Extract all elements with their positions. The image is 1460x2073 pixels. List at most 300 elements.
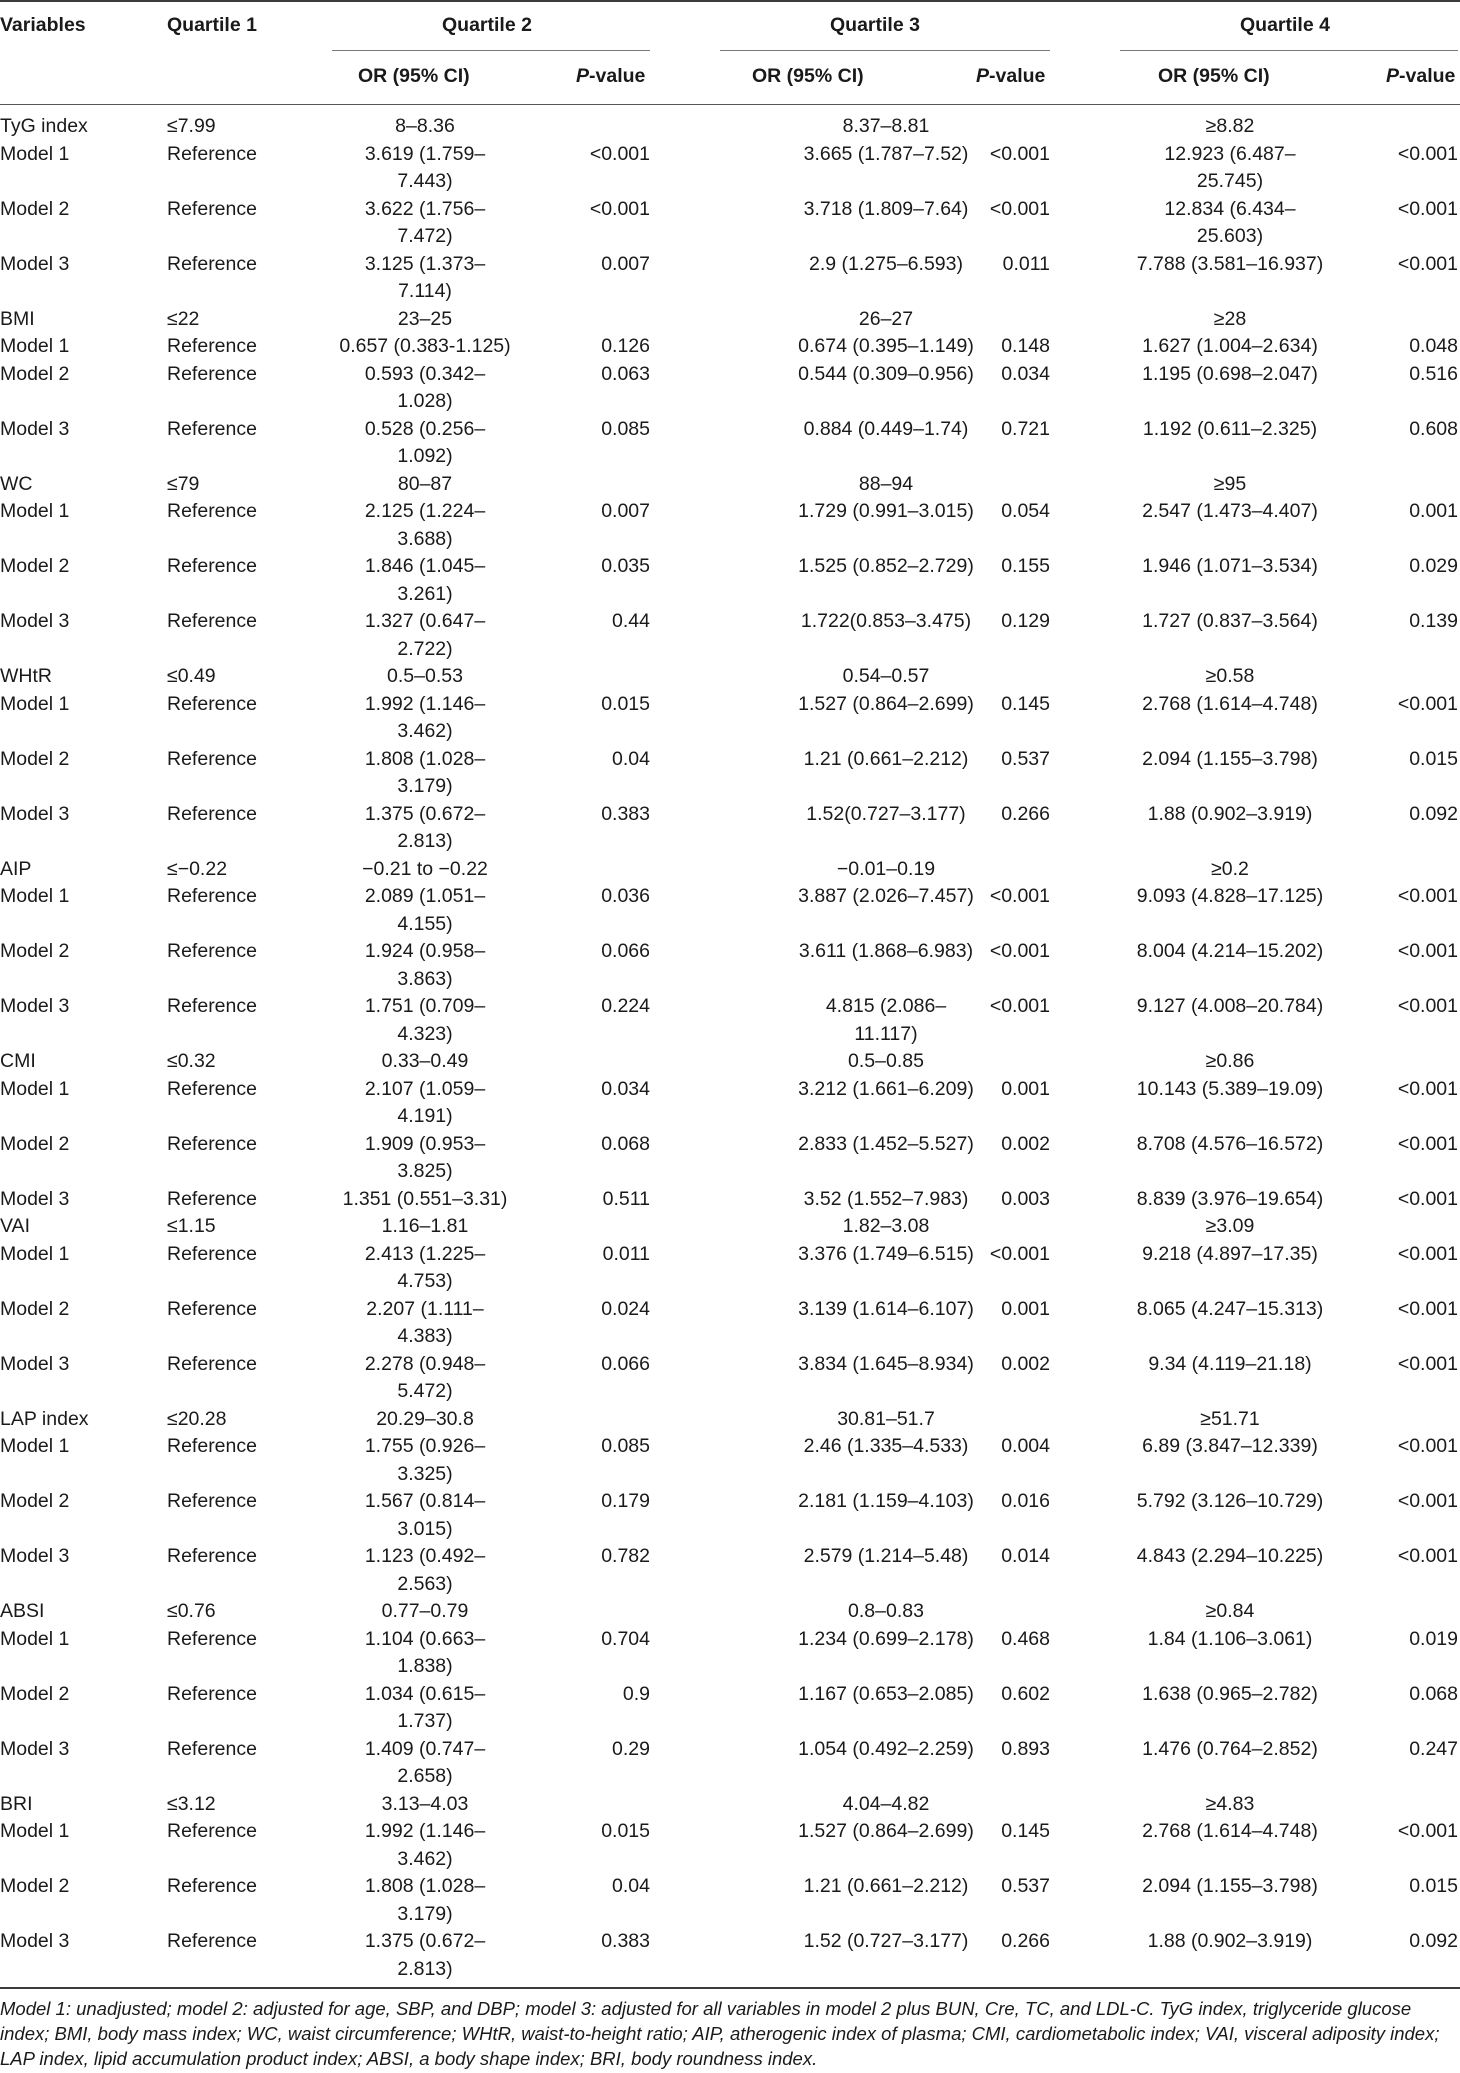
quartile-4-or-ci: 1.88 (0.902–3.919) bbox=[1147, 802, 1313, 825]
quartile-2-p-value: 0.04 bbox=[612, 747, 650, 770]
quartile-4-p-value: <0.001 bbox=[1397, 252, 1458, 275]
quartile-3-or-ci: 1.21 (0.661–2.212) bbox=[803, 1875, 969, 1897]
quartile-4-or-ci: 8.708 (4.576–16.572) bbox=[1136, 1132, 1324, 1155]
quartile-2-p-value: 0.383 bbox=[601, 802, 650, 825]
quartile-4-p-value: <0.001 bbox=[1397, 1187, 1458, 1210]
quartile-4-or-ci: 9.218 (4.897–17.35) bbox=[1142, 1242, 1318, 1265]
quartile-3-or-ci: 2.9 (1.275–6.593) bbox=[809, 252, 963, 275]
quartile-2-or-ci: 2.089 (1.051– 4.155) bbox=[364, 885, 486, 935]
quartile-1-value: Reference bbox=[167, 692, 257, 715]
quartile-3-p-value: 0.002 bbox=[1001, 1352, 1050, 1375]
quartile-4-or-ci: 2.547 (1.473–4.407) bbox=[1142, 500, 1318, 522]
quartile-1-value: ≤0.32 bbox=[167, 1050, 216, 1072]
quartile-1-value: Reference bbox=[167, 885, 257, 907]
quartile-2-p-value: 0.29 bbox=[612, 1737, 650, 1760]
quartile-2-or-ci: 1.351 (0.551–3.31) bbox=[342, 1187, 508, 1210]
quartile-3-or-ci: 2.833 (1.452–5.527) bbox=[798, 1132, 974, 1155]
quartile-2-p-value: 0.126 bbox=[601, 335, 650, 357]
quartile-4-or-ci: 2.094 (1.155–3.798) bbox=[1142, 747, 1318, 770]
header-quartile-1: Quartile 1 bbox=[167, 14, 257, 36]
row-label: Model 3 bbox=[0, 417, 70, 440]
quartile-2-p-value: 0.9 bbox=[622, 1682, 650, 1705]
quartile-2-or-ci: 1.808 (1.028– 3.179) bbox=[364, 1875, 486, 1925]
header-quartile-2: Quartile 2 bbox=[442, 14, 532, 36]
quartile-3-or-ci: 1.167 (0.653–2.085) bbox=[798, 1682, 974, 1705]
row-label: Model 2 bbox=[0, 362, 70, 385]
quartile-2-p-value: 0.036 bbox=[601, 885, 650, 907]
quartile-2-p-value: 0.007 bbox=[601, 252, 650, 275]
quartile-1-value: Reference bbox=[167, 747, 257, 770]
quartile-3-p-value: 0.602 bbox=[1001, 1682, 1050, 1705]
quartile-2-or-ci: 1.375 (0.672– 2.813) bbox=[364, 802, 486, 852]
quartile-3-or-ci: 8.37–8.81 bbox=[842, 115, 930, 137]
quartile-2-or-ci: 2.125 (1.224– 3.688) bbox=[364, 500, 486, 550]
quartile-4-or-ci: 1.946 (1.071–3.534) bbox=[1142, 555, 1318, 577]
quartile-2-p-value: 0.511 bbox=[602, 1187, 650, 1210]
quartile-4-or-ci: ≥8.82 bbox=[1205, 115, 1255, 137]
quartile-2-or-ci: 2.278 (0.948– 5.472) bbox=[364, 1352, 486, 1402]
quartile-4-p-value: 0.015 bbox=[1409, 747, 1458, 770]
quartile-2-or-ci: 1.808 (1.028– 3.179) bbox=[364, 747, 486, 797]
quartile-4-p-value: <0.001 bbox=[1397, 197, 1458, 220]
quartile-2-or-ci: 1.16–1.81 bbox=[381, 1215, 469, 1237]
row-label: CMI bbox=[0, 1050, 36, 1072]
quartile-3-p-value: <0.001 bbox=[989, 142, 1050, 165]
quartile-2-or-ci: 20.29–30.8 bbox=[376, 1407, 474, 1430]
quartile-2-p-value: 0.011 bbox=[602, 1242, 650, 1265]
quartile-3-or-ci: 3.665 (1.787–7.52) bbox=[803, 142, 969, 165]
quartile-3-or-ci: 1.729 (0.991–3.015) bbox=[798, 500, 974, 522]
quartile-3-or-ci: 0.5–0.85 bbox=[848, 1050, 924, 1072]
quartile-3-p-value: <0.001 bbox=[989, 885, 1050, 907]
header-variables: Variables bbox=[0, 14, 86, 36]
header-bottom-rule bbox=[0, 104, 1460, 105]
quartile-4-p-value: 0.001 bbox=[1409, 500, 1458, 522]
quartile-1-value: Reference bbox=[167, 1820, 257, 1842]
quartile-2-p-value: 0.085 bbox=[601, 417, 650, 440]
quartile-2-p-value: 0.034 bbox=[601, 1077, 650, 1100]
quartile-2-p-value: 0.015 bbox=[601, 1820, 650, 1842]
quartile-3-or-ci: 3.887 (2.026–7.457) bbox=[798, 885, 974, 907]
quartile-2-p-value: 0.035 bbox=[601, 555, 650, 577]
quartile-3-p-value: 0.014 bbox=[1001, 1545, 1050, 1567]
quartile-2-p-value: 0.782 bbox=[601, 1545, 650, 1567]
quartile-3-p-value: 0.016 bbox=[1001, 1490, 1050, 1512]
row-label: Model 3 bbox=[0, 252, 70, 275]
quartile-3-p-value: 0.893 bbox=[1001, 1737, 1050, 1760]
quartile-4-rule bbox=[1120, 50, 1458, 51]
quartile-2-or-ci: 1.909 (0.953– 3.825) bbox=[364, 1132, 486, 1182]
quartile-1-value: Reference bbox=[167, 500, 257, 522]
table-bottom-rule bbox=[0, 1987, 1460, 1989]
row-label: Model 1 bbox=[0, 1077, 70, 1100]
quartile-1-value: Reference bbox=[167, 1875, 257, 1897]
row-label: Model 1 bbox=[0, 500, 70, 522]
quartile-3-p-value: 0.129 bbox=[1001, 610, 1050, 632]
quartile-4-or-ci: 1.476 (0.764–2.852) bbox=[1142, 1737, 1318, 1760]
quartile-3-or-ci: 1.722(0.853–3.475) bbox=[800, 610, 972, 632]
quartile-2-p-value: 0.066 bbox=[601, 940, 650, 962]
row-label: LAP index bbox=[0, 1407, 89, 1430]
quartile-3-p-value: 0.002 bbox=[1001, 1132, 1050, 1155]
quartile-4-or-ci: 9.127 (4.008–20.784) bbox=[1136, 995, 1324, 1017]
quartile-4-or-ci: 2.768 (1.614–4.748) bbox=[1142, 1820, 1318, 1842]
quartile-1-value: ≤1.15 bbox=[167, 1215, 216, 1237]
quartile-4-p-value: <0.001 bbox=[1397, 1820, 1458, 1842]
quartile-4-p-value: <0.001 bbox=[1397, 142, 1458, 165]
row-label: Model 3 bbox=[0, 995, 70, 1017]
quartile-3-or-ci: 0.54–0.57 bbox=[842, 665, 930, 687]
quartile-4-p-value: <0.001 bbox=[1397, 1490, 1458, 1512]
row-label: Model 2 bbox=[0, 1490, 70, 1512]
row-label: AIP bbox=[0, 857, 32, 880]
quartile-4-p-value: <0.001 bbox=[1397, 940, 1458, 962]
row-label: WC bbox=[0, 472, 33, 495]
row-label: Model 1 bbox=[0, 335, 70, 357]
quartile-2-or-ci: 2.413 (1.225– 4.753) bbox=[364, 1242, 486, 1292]
quartile-3-or-ci: 0.674 (0.395–1.149) bbox=[798, 335, 974, 357]
quartile-4-p-value: 0.092 bbox=[1409, 1930, 1458, 1952]
quartile-3-or-ci: 3.611 (1.868–6.983) bbox=[798, 940, 974, 962]
quartile-2-p-value: 0.068 bbox=[601, 1132, 650, 1155]
quartile-4-p-value: <0.001 bbox=[1397, 692, 1458, 715]
quartile-2-or-ci: 0.657 (0.383-1.125) bbox=[339, 335, 511, 357]
quartile-2-or-ci: 1.992 (1.146– 3.462) bbox=[364, 1820, 486, 1870]
quartile-1-value: ≤0.49 bbox=[167, 665, 216, 687]
quartile-4-p-value: 0.247 bbox=[1409, 1737, 1458, 1760]
quartile-4-or-ci: 6.89 (3.847–12.339) bbox=[1142, 1435, 1318, 1457]
quartile-3-or-ci: 3.139 (1.614–6.107) bbox=[798, 1297, 974, 1320]
row-label: Model 2 bbox=[0, 747, 70, 770]
quartile-2-p-value: 0.007 bbox=[601, 500, 650, 522]
quartile-4-or-ci: 1.84 (1.106–3.061) bbox=[1147, 1627, 1313, 1650]
header-q4-or-ci: OR (95% CI) bbox=[1158, 65, 1270, 87]
row-label: TyG index bbox=[0, 115, 88, 137]
quartile-3-or-ci: 4.815 (2.086– 11.117) bbox=[825, 995, 947, 1045]
row-label: Model 1 bbox=[0, 692, 70, 715]
quartile-3-rule bbox=[720, 50, 1050, 51]
quartile-4-p-value: <0.001 bbox=[1397, 1077, 1458, 1100]
row-label: Model 1 bbox=[0, 142, 70, 165]
quartile-2-or-ci: 1.034 (0.615– 1.737) bbox=[364, 1682, 486, 1732]
quartile-4-or-ci: 8.004 (4.214–15.202) bbox=[1136, 940, 1324, 962]
quartile-4-or-ci: ≥95 bbox=[1213, 472, 1247, 495]
quartile-4-p-value: 0.015 bbox=[1409, 1875, 1458, 1897]
quartile-2-p-value: 0.704 bbox=[601, 1627, 650, 1650]
quartile-4-or-ci: 2.094 (1.155–3.798) bbox=[1142, 1875, 1318, 1897]
quartile-4-p-value: 0.139 bbox=[1409, 610, 1458, 632]
quartile-2-or-ci: 1.327 (0.647– 2.722) bbox=[364, 610, 486, 660]
header-quartile-3: Quartile 3 bbox=[830, 14, 920, 36]
quartile-2-or-ci: 3.13–4.03 bbox=[381, 1792, 469, 1815]
quartile-2-p-value: 0.066 bbox=[601, 1352, 650, 1375]
row-label: Model 3 bbox=[0, 1352, 70, 1375]
quartile-1-value: Reference bbox=[167, 1132, 257, 1155]
quartile-1-value: Reference bbox=[167, 1545, 257, 1567]
quartile-3-or-ci: 2.181 (1.159–4.103) bbox=[798, 1490, 974, 1512]
quartile-3-p-value: 0.011 bbox=[1002, 252, 1050, 275]
quartile-3-or-ci: 2.46 (1.335–4.533) bbox=[803, 1435, 969, 1457]
quartile-4-or-ci: 8.065 (4.247–15.313) bbox=[1136, 1297, 1324, 1320]
quartile-2-or-ci: 1.992 (1.146– 3.462) bbox=[364, 692, 486, 742]
quartile-3-or-ci: 0.884 (0.449–1.74) bbox=[803, 417, 969, 440]
quartile-2-or-ci: 80–87 bbox=[397, 472, 453, 495]
quartile-2-or-ci: 0.528 (0.256– 1.092) bbox=[364, 417, 486, 467]
row-label: Model 3 bbox=[0, 1187, 70, 1210]
quartile-1-value: Reference bbox=[167, 995, 257, 1017]
quartile-4-or-ci: ≥0.86 bbox=[1205, 1050, 1255, 1072]
quartile-1-value: Reference bbox=[167, 335, 257, 357]
quartile-2-p-value: 0.179 bbox=[601, 1490, 650, 1512]
quartile-4-or-ci: 1.195 (0.698–2.047) bbox=[1142, 362, 1318, 385]
row-label: Model 2 bbox=[0, 1682, 70, 1705]
quartile-3-or-ci: 3.52 (1.552–7.983) bbox=[803, 1187, 969, 1210]
quartile-3-or-ci: 0.8–0.83 bbox=[848, 1600, 924, 1622]
row-label: BMI bbox=[0, 307, 35, 330]
row-label: Model 1 bbox=[0, 1627, 70, 1650]
quartile-4-p-value: <0.001 bbox=[1397, 1435, 1458, 1457]
quartile-3-p-value: 0.721 bbox=[1001, 417, 1050, 440]
quartile-2-or-ci: 3.125 (1.373– 7.114) bbox=[364, 252, 486, 302]
quartile-3-p-value: <0.001 bbox=[989, 1242, 1050, 1265]
quartile-1-value: Reference bbox=[167, 252, 257, 275]
quartile-4-or-ci: ≥0.58 bbox=[1205, 665, 1255, 687]
quartile-4-p-value: <0.001 bbox=[1397, 1352, 1458, 1375]
quartile-1-value: ≤0.76 bbox=[167, 1600, 216, 1622]
quartile-3-p-value: <0.001 bbox=[989, 940, 1050, 962]
quartile-4-p-value: 0.019 bbox=[1409, 1627, 1458, 1650]
quartile-4-or-ci: ≥0.84 bbox=[1205, 1600, 1255, 1622]
quartile-4-or-ci: 1.638 (0.965–2.782) bbox=[1142, 1682, 1318, 1705]
quartile-3-p-value: 0.004 bbox=[1001, 1435, 1050, 1457]
row-label: Model 1 bbox=[0, 1242, 70, 1265]
quartile-4-p-value: 0.092 bbox=[1409, 802, 1458, 825]
quartile-1-value: Reference bbox=[167, 1627, 257, 1650]
row-label: Model 2 bbox=[0, 1297, 70, 1320]
quartile-3-p-value: <0.001 bbox=[989, 995, 1050, 1017]
quartile-4-or-ci: 2.768 (1.614–4.748) bbox=[1142, 692, 1318, 715]
quartile-2-or-ci: 1.846 (1.045– 3.261) bbox=[364, 555, 486, 605]
quartile-4-p-value: 0.029 bbox=[1409, 555, 1458, 577]
quartile-4-or-ci: ≥51.71 bbox=[1200, 1407, 1260, 1430]
quartile-3-or-ci: 26–27 bbox=[858, 307, 914, 330]
quartile-1-value: Reference bbox=[167, 142, 257, 165]
quartile-3-p-value: 0.145 bbox=[1001, 1820, 1050, 1842]
row-label: Model 3 bbox=[0, 610, 70, 632]
header-q3-or-ci: OR (95% CI) bbox=[752, 65, 864, 87]
quartile-4-p-value: <0.001 bbox=[1397, 995, 1458, 1017]
quartile-1-value: Reference bbox=[167, 1187, 257, 1210]
row-label: Model 2 bbox=[0, 1875, 70, 1897]
quartile-3-or-ci: 1.21 (0.661–2.212) bbox=[803, 747, 969, 770]
row-label: ABSI bbox=[0, 1600, 45, 1622]
quartile-3-or-ci: 0.544 (0.309–0.956) bbox=[798, 362, 974, 385]
quartile-3-p-value: 0.001 bbox=[1001, 1077, 1050, 1100]
quartile-1-value: Reference bbox=[167, 555, 257, 577]
quartile-3-p-value: 0.537 bbox=[1001, 1875, 1050, 1897]
row-label: Model 3 bbox=[0, 1545, 70, 1567]
quartile-1-value: Reference bbox=[167, 1077, 257, 1100]
quartile-3-or-ci: 1.054 (0.492–2.259) bbox=[798, 1737, 974, 1760]
quartile-4-or-ci: 5.792 (3.126–10.729) bbox=[1136, 1490, 1324, 1512]
quartile-3-or-ci: −0.01–0.19 bbox=[836, 857, 936, 880]
table-top-rule bbox=[0, 0, 1460, 2]
quartile-1-value: ≤22 bbox=[167, 307, 200, 330]
quartile-1-value: Reference bbox=[167, 197, 257, 220]
quartile-1-value: Reference bbox=[167, 610, 257, 632]
quartile-3-p-value: 0.468 bbox=[1001, 1627, 1050, 1650]
quartile-2-or-ci: 2.207 (1.111– 4.383) bbox=[366, 1297, 484, 1347]
quartile-4-or-ci: 12.923 (6.487– 25.745) bbox=[1164, 142, 1296, 192]
quartile-2-or-ci: 0.33–0.49 bbox=[381, 1050, 469, 1072]
quartile-4-or-ci: ≥3.09 bbox=[1205, 1215, 1255, 1237]
quartile-4-or-ci: ≥0.2 bbox=[1211, 857, 1249, 880]
row-label: Model 1 bbox=[0, 1820, 70, 1842]
quartile-3-p-value: 0.003 bbox=[1001, 1187, 1050, 1210]
row-label: VAI bbox=[0, 1215, 30, 1237]
quartile-1-value: Reference bbox=[167, 1682, 257, 1705]
quartile-2-or-ci: 0.77–0.79 bbox=[381, 1600, 469, 1622]
quartile-2-p-value: 0.085 bbox=[601, 1435, 650, 1457]
quartile-4-or-ci: 4.843 (2.294–10.225) bbox=[1136, 1545, 1324, 1567]
quartile-4-p-value: 0.608 bbox=[1409, 417, 1458, 440]
quartile-3-or-ci: 1.527 (0.864–2.699) bbox=[798, 1820, 974, 1842]
quartile-1-value: Reference bbox=[167, 940, 257, 962]
quartile-4-or-ci: 8.839 (3.976–19.654) bbox=[1136, 1187, 1324, 1210]
header-q3-p-value: P-value bbox=[976, 65, 1046, 87]
quartile-4-or-ci: 1.727 (0.837–3.564) bbox=[1142, 610, 1318, 632]
quartile-1-value: Reference bbox=[167, 1490, 257, 1512]
header-q2-or-ci: OR (95% CI) bbox=[358, 65, 470, 87]
table-footnote: Model 1: unadjusted; model 2: adjusted for age, SBP, and DBP; model 3: adjusted for all variables in model 2 plus BUN, Cre, TC, and LDL-C. TyG index, triglyceride glucose index; BMI, body mass index; WC, waist circumference; WHtR, waist-to-height ratio; AIP, atherogenic index of plasma; CMI, cardiometabolic index; VAI, visceral adiposity index; LAP index, lipid accumulation product index; ABSI, a body shape index; BRI, body roundness index. bbox=[0, 1998, 1440, 2069]
quartile-2-p-value: 0.224 bbox=[601, 995, 650, 1017]
quartile-3-p-value: 0.266 bbox=[1001, 802, 1050, 825]
quartile-2-or-ci: −0.21 to −0.22 bbox=[362, 857, 488, 880]
quartile-1-value: Reference bbox=[167, 1297, 257, 1320]
quartile-2-or-ci: 3.619 (1.759– 7.443) bbox=[364, 142, 486, 192]
quartile-2-p-value: 0.015 bbox=[601, 692, 650, 715]
quartile-1-value: Reference bbox=[167, 1242, 257, 1265]
row-label: Model 1 bbox=[0, 885, 70, 907]
quartile-4-p-value: <0.001 bbox=[1397, 1297, 1458, 1320]
quartile-1-value: ≤79 bbox=[167, 472, 200, 495]
quartile-3-p-value: 0.148 bbox=[1001, 335, 1050, 357]
quartile-4-p-value: 0.516 bbox=[1409, 362, 1458, 385]
quartile-3-p-value: 0.155 bbox=[1001, 555, 1050, 577]
header-quartile-4: Quartile 4 bbox=[1240, 14, 1330, 36]
quartile-4-or-ci: 1.88 (0.902–3.919) bbox=[1147, 1930, 1313, 1952]
quartile-3-p-value: 0.034 bbox=[1001, 362, 1050, 385]
quartile-2-or-ci: 1.375 (0.672– 2.813) bbox=[364, 1930, 486, 1980]
quartile-3-p-value: 0.266 bbox=[1001, 1930, 1050, 1952]
quartile-3-p-value: 0.054 bbox=[1001, 500, 1050, 522]
quartile-1-value: ≤−0.22 bbox=[167, 857, 228, 880]
quartile-2-or-ci: 1.924 (0.958– 3.863) bbox=[364, 940, 486, 990]
quartile-2-p-value: 0.04 bbox=[612, 1875, 650, 1897]
quartile-2-or-ci: 1.751 (0.709– 4.323) bbox=[364, 995, 486, 1045]
quartile-4-p-value: 0.068 bbox=[1409, 1682, 1458, 1705]
row-label: BRI bbox=[0, 1792, 33, 1815]
quartile-2-p-value: 0.024 bbox=[601, 1297, 650, 1320]
quartile-2-or-ci: 23–25 bbox=[397, 307, 453, 330]
quartile-4-p-value: <0.001 bbox=[1397, 885, 1458, 907]
quartile-3-or-ci: 88–94 bbox=[858, 472, 914, 495]
quartile-2-p-value: 0.383 bbox=[601, 1930, 650, 1952]
quartile-4-or-ci: 12.834 (6.434– 25.603) bbox=[1164, 197, 1296, 247]
quartile-4-p-value: <0.001 bbox=[1397, 1545, 1458, 1567]
quartile-3-or-ci: 1.234 (0.699–2.178) bbox=[798, 1627, 974, 1650]
quartile-2-or-ci: 0.5–0.53 bbox=[387, 665, 463, 687]
quartile-2-p-value: <0.001 bbox=[589, 142, 650, 165]
header-q4-p-value: P-value bbox=[1386, 65, 1456, 87]
row-label: Model 1 bbox=[0, 1435, 70, 1457]
row-label: Model 3 bbox=[0, 1737, 70, 1760]
quartile-2-or-ci: 2.107 (1.059– 4.191) bbox=[364, 1077, 486, 1127]
quartile-4-p-value: <0.001 bbox=[1397, 1132, 1458, 1155]
quartile-3-or-ci: 1.52 (0.727–3.177) bbox=[803, 1930, 969, 1952]
quartile-2-or-ci: 8–8.36 bbox=[395, 115, 455, 137]
quartile-3-or-ci: 1.525 (0.852–2.729) bbox=[798, 555, 974, 577]
quartile-4-or-ci: ≥4.83 bbox=[1205, 1792, 1255, 1815]
quartile-4-or-ci: 9.093 (4.828–17.125) bbox=[1136, 885, 1324, 907]
quartile-3-p-value: 0.145 bbox=[1001, 692, 1050, 715]
quartile-3-p-value: 0.001 bbox=[1001, 1297, 1050, 1320]
quartile-2-or-ci: 1.567 (0.814– 3.015) bbox=[364, 1490, 486, 1540]
quartile-4-p-value: <0.001 bbox=[1397, 1242, 1458, 1265]
quartile-2-or-ci: 3.622 (1.756– 7.472) bbox=[364, 197, 486, 247]
quartile-1-value: Reference bbox=[167, 417, 257, 440]
quartile-2-rule bbox=[332, 50, 650, 51]
quartile-1-value: Reference bbox=[167, 362, 257, 385]
quartile-1-value: ≤20.28 bbox=[167, 1407, 227, 1430]
quartile-3-or-ci: 3.718 (1.809–7.64) bbox=[803, 197, 969, 220]
quartile-3-or-ci: 4.04–4.82 bbox=[842, 1792, 930, 1815]
quartile-2-p-value: <0.001 bbox=[589, 197, 650, 220]
quartile-2-or-ci: 1.409 (0.747– 2.658) bbox=[364, 1737, 486, 1787]
quartile-2-or-ci: 1.104 (0.663– 1.838) bbox=[364, 1627, 486, 1677]
quartile-2-or-ci: 1.123 (0.492– 2.563) bbox=[364, 1545, 486, 1595]
quartile-4-or-ci: 10.143 (5.389–19.09) bbox=[1136, 1077, 1324, 1100]
quartile-3-or-ci: 2.579 (1.214–5.48) bbox=[803, 1545, 969, 1567]
quartile-1-value: ≤3.12 bbox=[167, 1792, 216, 1815]
header-q2-p-value: P-value bbox=[576, 65, 646, 87]
quartile-4-p-value: 0.048 bbox=[1409, 335, 1458, 357]
quartile-3-p-value: 0.537 bbox=[1001, 747, 1050, 770]
row-label: Model 3 bbox=[0, 802, 70, 825]
quartile-4-or-ci: 9.34 (4.119–21.18) bbox=[1148, 1352, 1312, 1375]
row-label: Model 2 bbox=[0, 555, 70, 577]
quartile-1-value: Reference bbox=[167, 802, 257, 825]
quartile-1-value: Reference bbox=[167, 1737, 257, 1760]
quartile-1-value: ≤7.99 bbox=[167, 115, 216, 137]
quartile-4-or-ci: 1.192 (0.611–2.325) bbox=[1142, 417, 1318, 440]
quartile-3-or-ci: 3.376 (1.749–6.515) bbox=[798, 1242, 974, 1265]
quartile-4-or-ci: ≥28 bbox=[1213, 307, 1247, 330]
quartile-2-or-ci: 0.593 (0.342– 1.028) bbox=[364, 362, 486, 412]
quartile-3-or-ci: 30.81–51.7 bbox=[837, 1407, 935, 1430]
row-label: WHtR bbox=[0, 665, 52, 687]
row-label: Model 2 bbox=[0, 1132, 70, 1155]
quartile-2-p-value: 0.44 bbox=[612, 610, 650, 632]
quartile-4-or-ci: 7.788 (3.581–16.937) bbox=[1136, 252, 1324, 275]
quartile-1-value: Reference bbox=[167, 1930, 257, 1952]
quartile-3-or-ci: 3.834 (1.645–8.934) bbox=[798, 1352, 974, 1375]
quartile-1-value: Reference bbox=[167, 1435, 257, 1457]
quartile-2-or-ci: 1.755 (0.926– 3.325) bbox=[364, 1435, 486, 1485]
quartile-2-p-value: 0.063 bbox=[601, 362, 650, 385]
quartile-3-or-ci: 1.82–3.08 bbox=[842, 1215, 930, 1237]
quartile-4-or-ci: 1.627 (1.004–2.634) bbox=[1142, 335, 1318, 357]
